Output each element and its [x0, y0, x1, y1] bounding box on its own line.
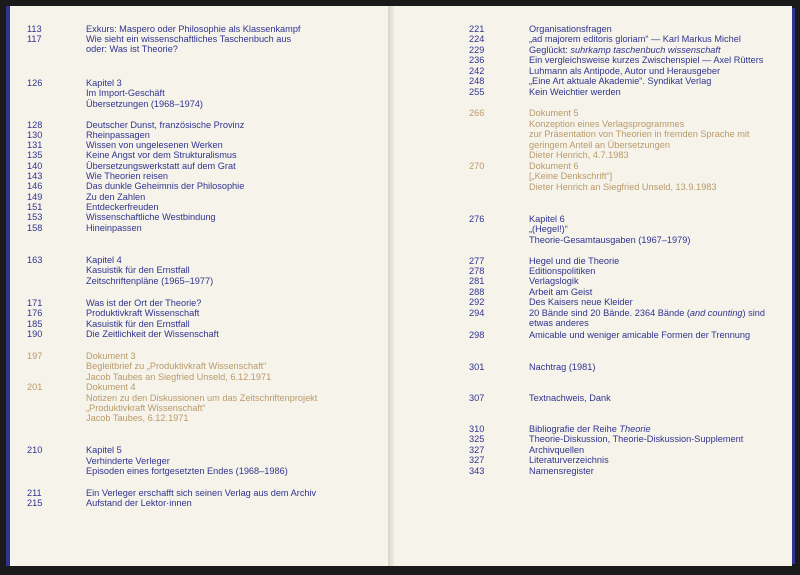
toc-title-text: Wissenschaftliche Westbindung: [86, 212, 216, 222]
toc-title-italic: and counting: [689, 308, 743, 318]
toc-title: [86, 24, 300, 34]
toc-page-number: 325: [469, 434, 485, 444]
toc-page-number: 149: [27, 192, 43, 202]
toc-title-text: Produktivkraft Wissenschaft: [86, 308, 200, 318]
toc-title: [86, 329, 219, 339]
toc-title-after: ) sind: [742, 308, 766, 318]
toc-title-text: „Produktivkraft Wissenschaft“: [86, 403, 206, 413]
toc-title-text: Kein Weichtier werden: [529, 87, 621, 97]
toc-title-text: Ein Verleger erschafft sich seinen Verlag aus dem Archiv: [86, 488, 317, 498]
toc-title-text: Dieter Henrich an Siegfried Unseld, 13.9.1983: [529, 182, 717, 192]
toc-title-text: [„Keine Denkschrift“]: [529, 171, 613, 181]
toc-title: [529, 297, 633, 307]
toc-page-number: 294: [469, 308, 485, 318]
toc-title: [86, 202, 159, 212]
toc-title: [86, 171, 168, 181]
toc-title: [529, 55, 763, 65]
toc-title-italic: suhrkamp taschenbuch wissenschaft: [570, 45, 721, 55]
toc-title: [86, 255, 122, 265]
toc-page-number: 130: [27, 130, 43, 140]
toc-title: [529, 434, 743, 444]
toc-title-text: oder: Was ist Theorie?: [86, 44, 178, 54]
toc-title: [529, 393, 611, 403]
toc-title-italic: Theorie: [619, 424, 651, 434]
toc-page-number: 210: [27, 445, 43, 455]
toc-title: [86, 223, 142, 233]
left-page-edge: [6, 6, 10, 566]
toc-page-number: 143: [27, 171, 43, 181]
toc-title-text: Zeitschriftenpläne (1965–1977): [86, 276, 214, 286]
toc-title-text: 20 Bände sind 20 Bände. 2364 Bände (: [529, 308, 690, 318]
toc-title: [529, 119, 684, 129]
toc-title-text: Literaturverzeichnis: [529, 455, 609, 465]
toc-title-text: Konzeption eines Verlagsprogrammes: [529, 119, 685, 129]
toc-title-text: Des Kaisers neue Kleider: [529, 297, 633, 307]
left-page: [6, 6, 390, 566]
toc-page-number: 163: [27, 255, 43, 265]
toc-title: [86, 413, 189, 423]
toc-title: [529, 308, 765, 318]
toc-title-text: Episoden eines fortgesetzten Endes (1968–1986): [86, 466, 288, 476]
toc-title-text: Rheinpassagen: [86, 130, 150, 140]
toc-title: [86, 298, 201, 308]
toc-title: [529, 108, 579, 118]
toc-title-text: Was ist der Ort der Theorie?: [86, 298, 202, 308]
toc-title-text: Im Import-Geschäft: [86, 88, 165, 98]
toc-title: [529, 266, 595, 276]
toc-title: [86, 445, 122, 455]
toc-page-number: 276: [469, 214, 485, 224]
toc-title-text: Namensregister: [529, 466, 594, 476]
toc-title: [86, 393, 317, 403]
toc-page-number: 117: [27, 34, 42, 44]
toc-title-text: Dokument 3: [86, 351, 136, 361]
toc-title: [86, 403, 205, 413]
toc-title-text: Kasuistik für den Ernstfall: [86, 265, 190, 275]
toc-page-number: 281: [469, 276, 485, 286]
toc-page-number: 140: [27, 161, 43, 171]
toc-page-number: 277: [469, 256, 485, 266]
toc-title-text: Amicable und weniger amicable Formen der Trennung: [529, 330, 751, 340]
toc-title-text: „ad majorem editoris gloriam“ — Karl Markus Michel: [529, 34, 741, 44]
toc-title: [529, 287, 592, 297]
toc-title: [86, 382, 136, 392]
toc-title: [86, 308, 199, 318]
toc-title: [529, 214, 565, 224]
toc-title-text: Notizen zu den Diskussionen um das Zeitschriftenprojekt: [86, 393, 318, 403]
toc-title: [86, 276, 213, 286]
toc-title-text: Übersetzungswerkstatt auf dem Grat: [86, 161, 236, 171]
toc-page-number: 307: [469, 393, 485, 403]
toc-title-text: Übersetzungen (1968–1974): [86, 99, 203, 109]
toc-title: [529, 182, 716, 192]
toc-title: [529, 455, 609, 465]
toc-page-number: 298: [469, 330, 485, 340]
toc-title: [529, 66, 720, 76]
toc-title-text: Dieter Henrich, 4.7.1983: [529, 150, 629, 160]
toc-title-text: Arbeit am Geist: [529, 287, 593, 297]
toc-title-text: Wie sieht ein wissenschaftliches Taschenbuch aus: [86, 34, 292, 44]
toc-page-number: 310: [469, 424, 485, 434]
toc-title-text: Textnachweis, Dank: [529, 393, 611, 403]
toc-page-number: 292: [469, 297, 485, 307]
toc-title-text: Dokument 5: [529, 108, 579, 118]
toc-page-number: 301: [469, 362, 485, 372]
toc-title: [529, 171, 612, 181]
toc-title: [86, 351, 136, 361]
right-page: [394, 6, 792, 566]
toc-title: [86, 212, 216, 222]
toc-title-text: Jacob Taubes an Siegfried Unseld, 6.12.1971: [86, 372, 272, 382]
toc-page-number: 224: [469, 34, 485, 44]
toc-title-text: „Eine Art aktuale Akademie“. Syndikat Verlag: [529, 76, 712, 86]
toc-title: [86, 319, 190, 329]
toc-title: [86, 140, 223, 150]
toc-title: [529, 45, 721, 55]
toc-title: [86, 498, 192, 508]
toc-title-text: Das dunkle Geheimnis der Philosophie: [86, 181, 245, 191]
toc-title: [529, 76, 711, 86]
toc-title-text: Die Zeitlichkeit der Wissenschaft: [86, 329, 219, 339]
toc-title: [529, 330, 750, 340]
toc-title: [86, 88, 165, 98]
toc-page-number: 113: [27, 24, 42, 34]
toc-title-text: Dokument 4: [86, 382, 136, 392]
toc-title: [86, 466, 288, 476]
toc-title-text: etwas anderes: [529, 318, 589, 328]
toc-title-text: Kasuistik für den Ernstfall: [86, 319, 190, 329]
toc-title: [529, 318, 589, 328]
toc-title-text: Deutscher Dunst, französische Provinz: [86, 120, 245, 130]
toc-title: [529, 161, 579, 171]
toc-page-number: 151: [27, 202, 43, 212]
toc-title-text: Archivquellen: [529, 445, 585, 455]
toc-title-text: Kapitel 5: [86, 445, 122, 455]
toc-title: [86, 488, 316, 498]
toc-title: [86, 130, 150, 140]
toc-title-text: Theorie-Diskussion, Theorie-Diskussion-Supplement: [529, 434, 744, 444]
toc-page-number: 146: [27, 181, 43, 191]
toc-title-text: Entdeckerfreuden: [86, 202, 159, 212]
toc-title-text: Nachtrag (1981): [529, 362, 596, 372]
toc-title: [529, 445, 584, 455]
toc-page-number: 153: [27, 212, 43, 222]
toc-page-number: 126: [27, 78, 43, 88]
toc-title-text: Kapitel 6: [529, 214, 565, 224]
toc-title: [529, 224, 568, 234]
toc-title: [86, 181, 244, 191]
toc-page-number: 278: [469, 266, 485, 276]
toc-page-number: 128: [27, 120, 43, 130]
toc-title-text: zur Präsentation von Theorien in fremden Sprache mit: [529, 129, 750, 139]
toc-page-number: 221: [469, 24, 485, 34]
toc-title-text: Bibliografie der Reihe: [529, 424, 620, 434]
toc-title-text: Wie Theorien reisen: [86, 171, 169, 181]
toc-title: [529, 466, 594, 476]
toc-title: [529, 34, 741, 44]
toc-title: [86, 361, 266, 371]
toc-page-number: 270: [469, 161, 485, 171]
toc-title: [529, 87, 621, 97]
toc-title-text: Exkurs: Maspero oder Philosophie als Klassenkampf: [86, 24, 301, 34]
toc-title: [529, 150, 629, 160]
toc-title-text: Dokument 6: [529, 161, 579, 171]
right-page-edge: [792, 8, 795, 564]
toc-title: [529, 362, 595, 372]
toc-page-number: 266: [469, 108, 485, 118]
toc-title-text: Keine Angst vor dem Strukturalismus: [86, 150, 237, 160]
toc-title-text: Organisationsfragen: [529, 24, 612, 34]
toc-title: [529, 24, 612, 34]
toc-title-text: Kapitel 4: [86, 255, 122, 265]
toc-title-text: Hineinpassen: [86, 223, 142, 233]
toc-title-text: geringem Anteil an Übersetzungen: [529, 140, 670, 150]
toc-page-number: 158: [27, 223, 43, 233]
toc-title-text: Ein vergleichsweise kurzes Zwischenspiel — Axel Rütters: [529, 55, 764, 65]
toc-title: [86, 78, 122, 88]
toc-title: [529, 129, 749, 139]
toc-title-text: Editionspolitiken: [529, 266, 596, 276]
toc-title: [86, 99, 203, 109]
toc-title: [86, 120, 244, 130]
toc-page-number: 171: [27, 298, 43, 308]
toc-page-number: 131: [27, 140, 43, 150]
toc-page-number: 248: [469, 76, 485, 86]
toc-page-number: 185: [27, 319, 43, 329]
toc-title: [529, 276, 579, 286]
toc-page-number: 343: [469, 466, 485, 476]
toc-title: [86, 161, 236, 171]
toc-title-text: Geglückt:: [529, 45, 571, 55]
toc-page-number: 236: [469, 55, 485, 65]
toc-page-number: 197: [27, 351, 43, 361]
toc-page-number: 211: [27, 488, 42, 498]
toc-title-text: Kapitel 3: [86, 78, 122, 88]
toc-title-text: Hegel und die Theorie: [529, 256, 620, 266]
toc-title-text: Luhmann als Antipode, Autor und Herausgeber: [529, 66, 721, 76]
toc-page-number: 288: [469, 287, 485, 297]
toc-title: [529, 256, 619, 266]
toc-title: [529, 424, 651, 434]
toc-title-text: Zu den Zahlen: [86, 192, 146, 202]
toc-title-text: Wissen von ungelesenen Werken: [86, 140, 223, 150]
toc-title-text: Theorie-Gesamtausgaben (1967–1979): [529, 235, 691, 245]
toc-page-number: 327: [469, 445, 485, 455]
toc-title: [86, 34, 291, 44]
toc-page-number: 255: [469, 87, 485, 97]
toc-title-text: Verhinderte Verleger: [86, 456, 170, 466]
toc-title: [529, 235, 690, 245]
toc-page-number: 229: [469, 45, 485, 55]
toc-page-number: 215: [27, 498, 43, 508]
toc-title: [529, 140, 670, 150]
toc-title-text: „(Hegel!)“: [529, 224, 568, 234]
toc-title-text: Aufstand der Lektor·innen: [86, 498, 192, 508]
toc-title: [86, 44, 178, 54]
toc-title: [86, 265, 190, 275]
toc-title-text: Verlagslogik: [529, 276, 579, 286]
toc-title: [86, 192, 145, 202]
toc-page-number: 190: [27, 329, 43, 339]
toc-title: [86, 456, 170, 466]
toc-page-number: 201: [27, 382, 43, 392]
toc-page-number: 327: [469, 455, 485, 465]
toc-page-number: 135: [27, 150, 43, 160]
toc-page-number: 242: [469, 66, 485, 76]
toc-title-text: Begleitbrief zu „Produktivkraft Wissenschaft“: [86, 361, 267, 371]
toc-page-number: 176: [27, 308, 43, 318]
toc-title-text: Jacob Taubes, 6.12.1971: [86, 413, 189, 423]
toc-title: [86, 150, 237, 160]
toc-title: [86, 372, 271, 382]
